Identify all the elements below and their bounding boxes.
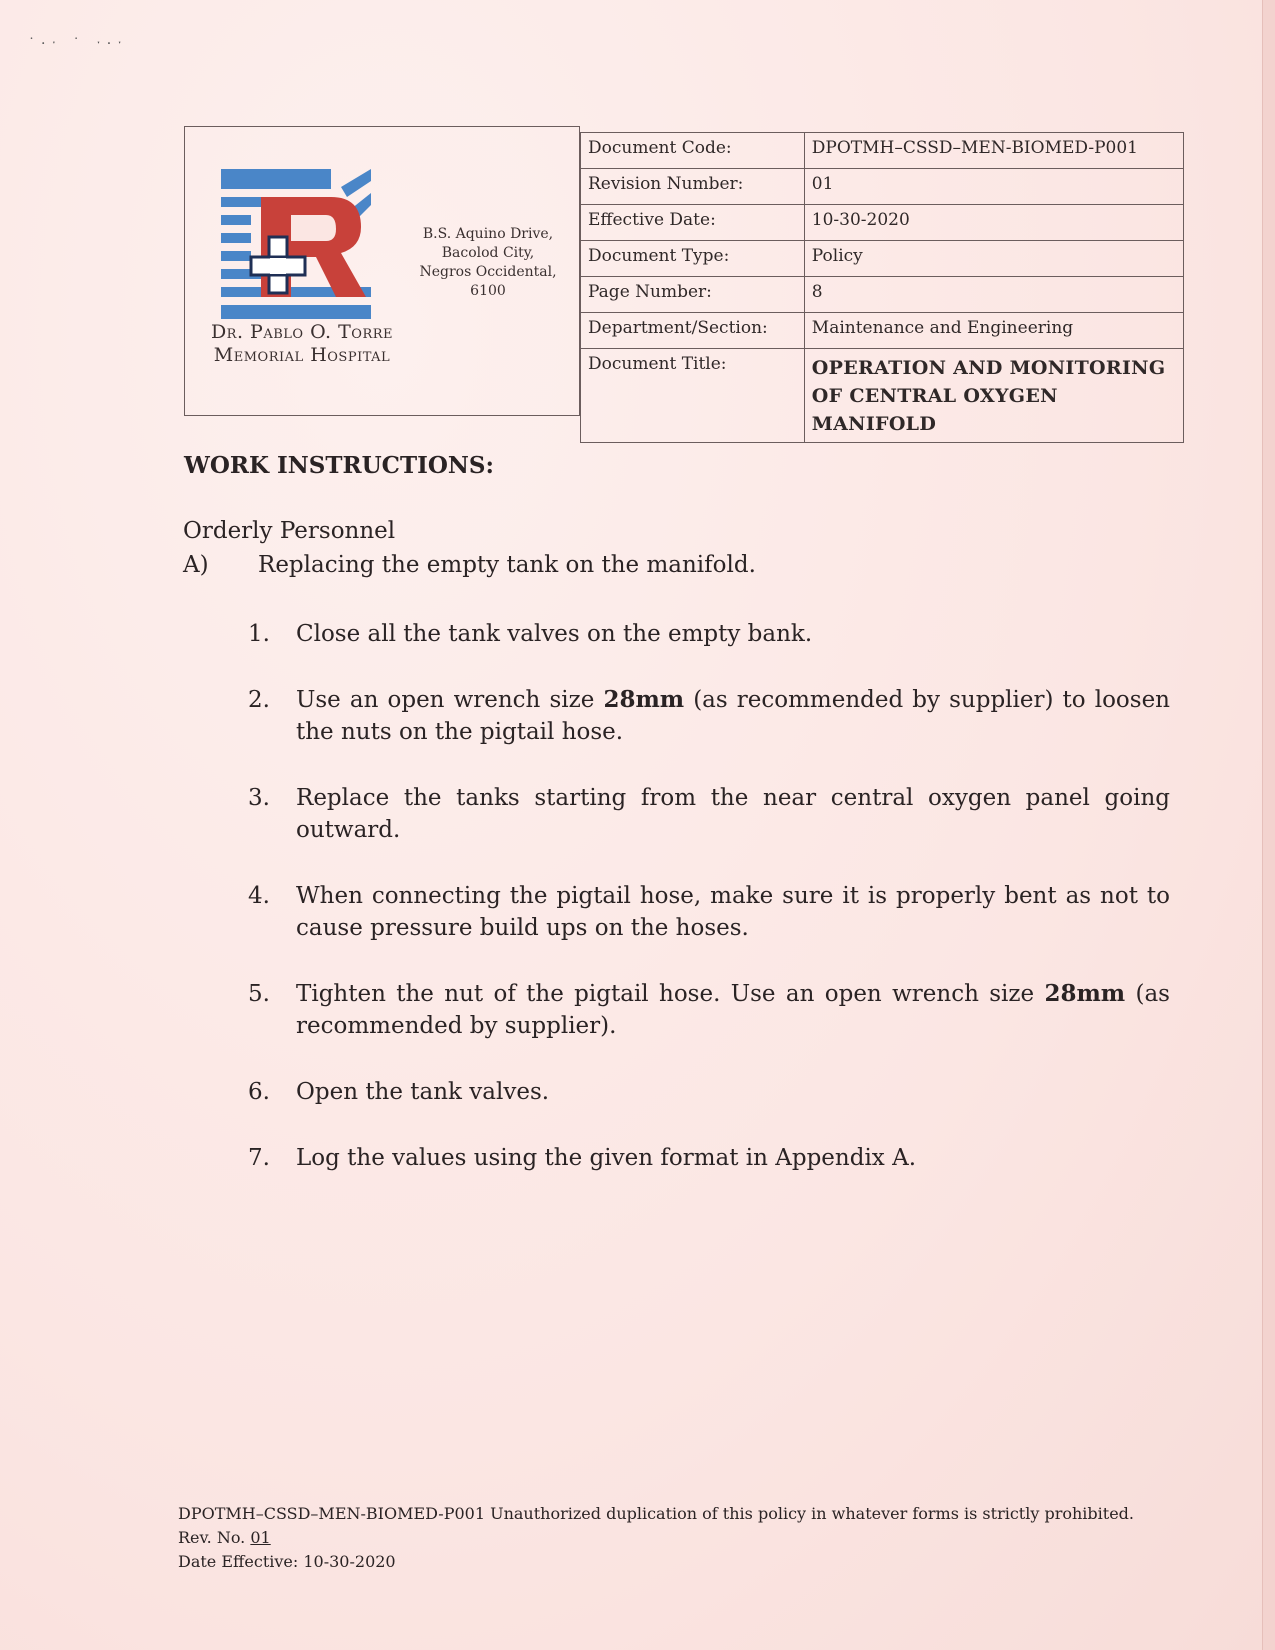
meta-row-document-code (581, 133, 1184, 169)
step-number: 5. (248, 981, 270, 1007)
meta-value: 8 (804, 277, 1183, 313)
step-number: 6. (248, 1079, 270, 1105)
step-number: 2. (248, 687, 270, 713)
meta-value: Policy (804, 241, 1183, 277)
step-text-pre: Tighten the nut of the pigtail hose. Use an open wrench size (296, 981, 1045, 1007)
scan-specks: ˙·ˑ ˙ ˑ·ˑ (28, 36, 128, 52)
address-line1: B.S. Aquino Drive, (422, 226, 554, 242)
page-edge (1262, 0, 1275, 1650)
hospital-name-line2: Memorial Hospital (213, 344, 391, 366)
meta-label: Document Code: (581, 133, 805, 169)
logo-cell (184, 126, 580, 416)
footer-date (178, 1550, 1134, 1574)
list-item (248, 1142, 1170, 1174)
footer-date-label: Date Effective: (178, 1552, 304, 1571)
role-title: Orderly Personnel (183, 518, 396, 544)
list-item (248, 684, 1170, 748)
meta-label: Revision Number: (581, 169, 805, 205)
list-item (248, 782, 1170, 846)
list-item (248, 880, 1170, 944)
meta-value: Maintenance and Engineering (804, 313, 1183, 349)
meta-label: Effective Date: (581, 205, 805, 241)
footer-notice: DPOTMH–CSSD–MEN-BIOMED-P001 Unauthorized duplication of this policy in whatever forms is strictly prohibited. (178, 1504, 1134, 1523)
address-line2: Bacolod City, (441, 245, 535, 261)
hospital-name (197, 321, 407, 367)
meta-row-revision-number (581, 169, 1184, 205)
meta-value: 10-30-2020 (804, 205, 1183, 241)
step-text-bold: 28mm (1044, 980, 1126, 1007)
subsection-letter: A) (183, 552, 209, 578)
document-header (184, 126, 1184, 435)
footer-rev-label: Rev. No. (178, 1528, 251, 1547)
step-text: Log the values using the given format in Appendix A. (296, 1145, 917, 1171)
hospital-address (413, 225, 563, 301)
step-text: Replace the tanks starting from the near central oxygen panel going outward. (296, 785, 1170, 843)
meta-row-page-number (581, 277, 1184, 313)
step-number: 7. (248, 1145, 270, 1171)
document-footer (178, 1502, 1134, 1574)
document-metadata-table (580, 132, 1184, 443)
meta-label: Page Number: (581, 277, 805, 313)
section-heading: WORK INSTRUCTIONS: (184, 452, 494, 479)
list-item (248, 1076, 1170, 1108)
hospital-logo (221, 167, 381, 327)
step-text: Close all the tank valves on the empty bank. (296, 621, 813, 647)
document-title-line2: OF CENTRAL OXYGEN MANIFOLD (811, 385, 1058, 435)
meta-value: DPOTMH–CSSD–MEN-BIOMED-P001 (804, 133, 1183, 169)
footer-revision (178, 1526, 1134, 1550)
step-text: Open the tank valves. (296, 1079, 550, 1105)
address-line3: Negros Occidental, (419, 264, 557, 280)
footer-date-value: 10-30-2020 (303, 1552, 396, 1571)
list-item (248, 978, 1170, 1042)
document-title-line1: OPERATION AND MONITORING (811, 357, 1166, 379)
step-number: 3. (248, 785, 270, 811)
meta-label: Document Type: (581, 241, 805, 277)
meta-row-department (581, 313, 1184, 349)
footer-rev-value: 01 (250, 1528, 271, 1547)
subsection-title: Replacing the empty tank on the manifold. (258, 552, 756, 578)
hospital-name-line1: Dr. Pablo O. Torre (210, 321, 394, 343)
subsection-a (183, 552, 756, 578)
meta-row-document-title (581, 349, 1184, 443)
address-line4: 6100 (470, 283, 506, 299)
list-item (248, 618, 1170, 650)
step-number: 1. (248, 621, 270, 647)
step-number: 4. (248, 883, 270, 909)
meta-value: 01 (804, 169, 1183, 205)
meta-row-effective-date (581, 205, 1184, 241)
step-text-bold: 28mm (603, 686, 685, 713)
instruction-steps (248, 618, 1170, 1208)
meta-label: Department/Section: (581, 313, 805, 349)
step-text-pre: Use an open wrench size (296, 687, 604, 713)
step-text-post: (as recommended by supplier). (296, 981, 1170, 1039)
document-title (804, 349, 1183, 443)
meta-label: Document Title: (581, 349, 805, 443)
step-text: When connecting the pigtail hose, make sure it is properly bent as not to cause pressure build ups on the hoses. (296, 883, 1170, 941)
step-text-post: (as recommended by supplier) to loosen the nuts on the pigtail hose. (296, 687, 1170, 745)
meta-row-document-type (581, 241, 1184, 277)
